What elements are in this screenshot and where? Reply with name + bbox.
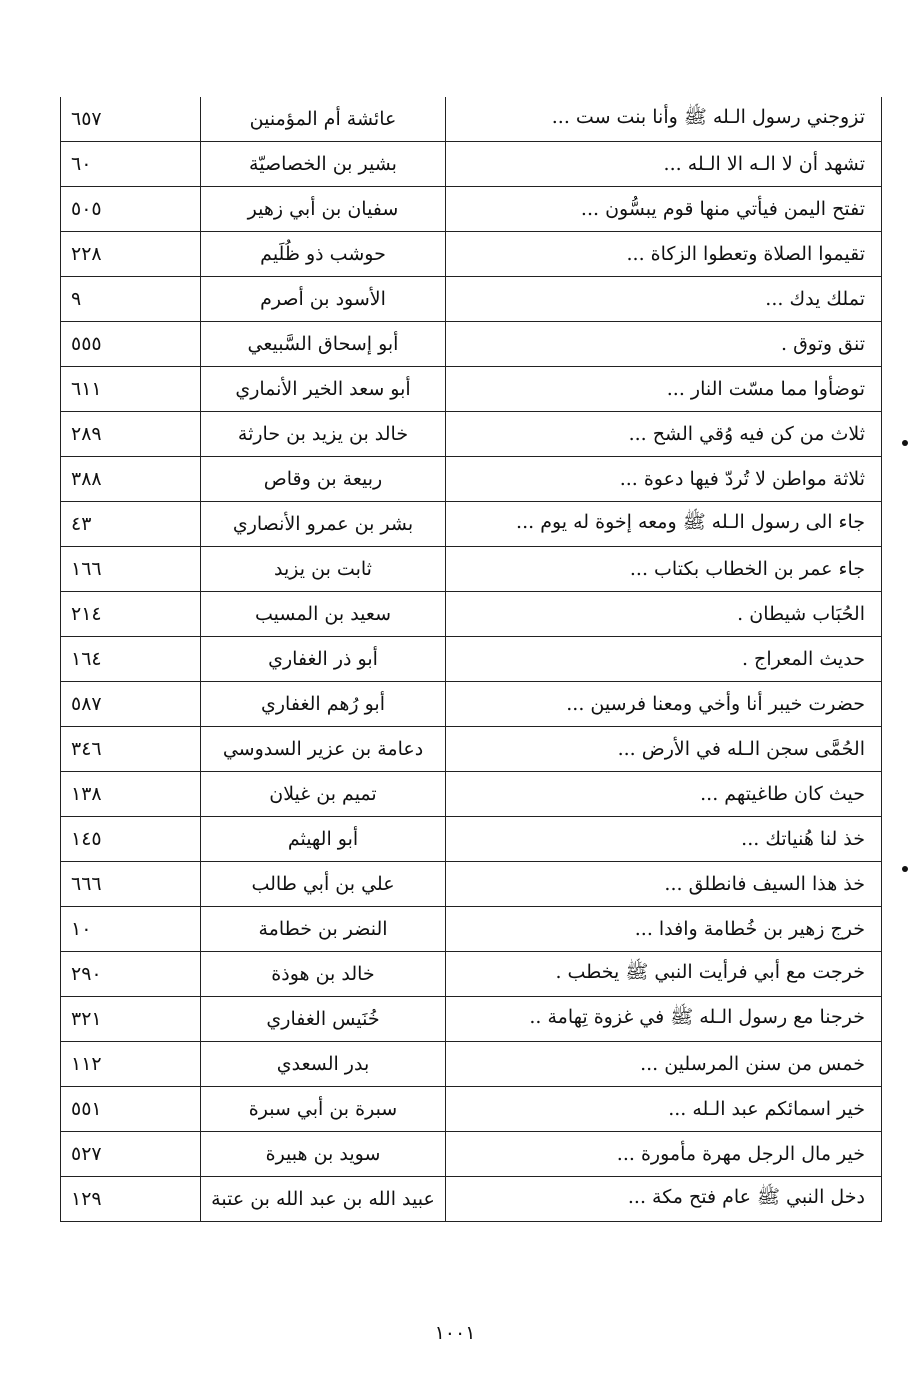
narrator-cell: الأسود بن أصرم xyxy=(201,277,446,322)
table-row xyxy=(61,952,882,997)
narrator-cell: النضر بن خطامة xyxy=(201,907,446,952)
table-row xyxy=(61,187,882,232)
table-row xyxy=(61,817,882,862)
table-row xyxy=(61,142,882,187)
narrator-cell: أبو الهيثم xyxy=(201,817,446,862)
hadith-text-cell: حيث كان طاغيتهم ... xyxy=(446,772,882,817)
hadith-text-cell: جاء عمر بن الخطاب بكتاب ... xyxy=(446,547,882,592)
table-row xyxy=(61,277,882,322)
hadith-index-table xyxy=(60,97,882,1222)
page-ref-cell: ١١٢ xyxy=(61,1042,201,1087)
narrator-cell: بشير بن الخصاصيّة xyxy=(201,142,446,187)
page-ref-cell: ٥٠٥ xyxy=(61,187,201,232)
page-ref-cell: ٢٨٩ xyxy=(61,412,201,457)
table-row xyxy=(61,232,882,277)
page-ref-cell: ٥٢٧ xyxy=(61,1132,201,1177)
hadith-text-cell: تفتح اليمن فيأتي منها قوم يبسُّون ... xyxy=(446,187,882,232)
page-ref-cell: ٣٤٦ xyxy=(61,727,201,772)
narrator-cell: سفيان بن أبي زهير xyxy=(201,187,446,232)
page-number: ١٠٠١ xyxy=(434,1322,476,1344)
table-row xyxy=(61,1177,882,1222)
hadith-text-cell: تزوجني رسول الـله ﷺ وأنا بنت ست ... xyxy=(446,97,882,142)
table-row xyxy=(61,1132,882,1177)
page-ref-cell: ٦٦٦ xyxy=(61,862,201,907)
page-ref-cell: ٦٠ xyxy=(61,142,201,187)
hadith-text-cell: خرجت مع أبي فرأيت النبي ﷺ يخطب . xyxy=(446,952,882,997)
table-row xyxy=(61,592,882,637)
narrator-cell: عبيد الله بن عبد الله بن عتبة xyxy=(201,1177,446,1222)
hadith-text-cell: توضأوا مما مسّت النار ... xyxy=(446,367,882,412)
narrator-cell: أبو إسحاق السَّبيعي xyxy=(201,322,446,367)
narrator-cell: أبو ذر الغفاري xyxy=(201,637,446,682)
narrator-cell: علي بن أبي طالب xyxy=(201,862,446,907)
hadith-text-cell: خرج زهير بن خُطامة وافدا ... xyxy=(446,907,882,952)
table-row xyxy=(61,997,882,1042)
narrator-cell: أبو رُهم الغفاري xyxy=(201,682,446,727)
table-row xyxy=(61,772,882,817)
table-row xyxy=(61,547,882,592)
page-ref-cell: ٥٨٧ xyxy=(61,682,201,727)
index-rows xyxy=(61,97,882,1222)
table-row xyxy=(61,322,882,367)
page-ref-cell: ١٢٩ xyxy=(61,1177,201,1222)
page-ref-cell: ٥٥١ xyxy=(61,1087,201,1132)
table-row xyxy=(61,907,882,952)
narrator-cell: خالد بن هوذة xyxy=(201,952,446,997)
hadith-text-cell: تنق وتوق . xyxy=(446,322,882,367)
page-ref-cell: ٢٩٠ xyxy=(61,952,201,997)
table-row xyxy=(61,727,882,772)
narrator-cell: حوشب ذو ظُلَيم xyxy=(201,232,446,277)
hadith-text-cell: تشهد أن لا الـه الا الـله ... xyxy=(446,142,882,187)
narrator-cell: عائشة أم المؤمنين xyxy=(201,97,446,142)
page-ref-cell: ١٦٦ xyxy=(61,547,201,592)
table-row xyxy=(61,412,882,457)
page-ref-cell: ١٠ xyxy=(61,907,201,952)
hadith-text-cell: خذ هذا السيف فانطلق ... xyxy=(446,862,882,907)
page-ref-cell: ١٣٨ xyxy=(61,772,201,817)
hadith-text-cell: خير اسمائكم عبد الـله ... xyxy=(446,1087,882,1132)
narrator-cell: أبو سعد الخير الأنماري xyxy=(201,367,446,412)
narrator-cell: سعيد بن المسيب xyxy=(201,592,446,637)
hadith-text-cell: الحُمَّى سجن الـله في الأرض ... xyxy=(446,727,882,772)
hadith-text-cell: حديث المعراج . xyxy=(446,637,882,682)
margin-mark xyxy=(902,440,908,446)
hadith-text-cell: تملك يدك ... xyxy=(446,277,882,322)
hadith-text-cell: تقيموا الصلاة وتعطوا الزكاة ... xyxy=(446,232,882,277)
page-ref-cell: ٢٢٨ xyxy=(61,232,201,277)
table-row xyxy=(61,682,882,727)
narrator-cell: سبرة بن أبي سبرة xyxy=(201,1087,446,1132)
hadith-text-cell: الحُبَاب شيطان . xyxy=(446,592,882,637)
page-ref-cell: ٣٨٨ xyxy=(61,457,201,502)
hadith-text-cell: خير مال الرجل مهرة مأمورة ... xyxy=(446,1132,882,1177)
narrator-cell: خالد بن يزيد بن حارثة xyxy=(201,412,446,457)
narrator-cell: ثابت بن يزيد xyxy=(201,547,446,592)
page-ref-cell: ٥٥٥ xyxy=(61,322,201,367)
table-row xyxy=(61,862,882,907)
table-row xyxy=(61,97,882,142)
page-ref-cell: ١٦٤ xyxy=(61,637,201,682)
narrator-cell: بدر السعدي xyxy=(201,1042,446,1087)
narrator-cell: ربيعة بن وقاص xyxy=(201,457,446,502)
narrator-cell: بشر بن عمرو الأنصاري xyxy=(201,502,446,547)
hadith-text-cell: خرجنا مع رسول الـله ﷺ في غزوة تِهامة .. xyxy=(446,997,882,1042)
hadith-text-cell: جاء الى رسول الـله ﷺ ومعه إخوة له يوم ... xyxy=(446,502,882,547)
page-ref-cell: ٦٥٧ xyxy=(61,97,201,142)
hadith-text-cell: دخل النبي ﷺ عام فتح مكة ... xyxy=(446,1177,882,1222)
hadith-text-cell: ثلاثة مواطن لا تُردّ فيها دعوة ... xyxy=(446,457,882,502)
table-row xyxy=(61,457,882,502)
margin-mark xyxy=(902,866,908,872)
narrator-cell: دعامة بن عزير السدوسي xyxy=(201,727,446,772)
table-row xyxy=(61,1042,882,1087)
table-row xyxy=(61,1087,882,1132)
table-row xyxy=(61,367,882,412)
hadith-text-cell: خمس من سنن المرسلين ... xyxy=(446,1042,882,1087)
page-ref-cell: ١٤٥ xyxy=(61,817,201,862)
hadith-text-cell: ثلاث من كن فيه وُقي الشح ... xyxy=(446,412,882,457)
table-row xyxy=(61,502,882,547)
table-row xyxy=(61,637,882,682)
hadith-text-cell: خذ لنا هُنياتك ... xyxy=(446,817,882,862)
narrator-cell: سويد بن هبيرة xyxy=(201,1132,446,1177)
page-ref-cell: ٤٣ xyxy=(61,502,201,547)
page-ref-cell: ٢١٤ xyxy=(61,592,201,637)
page-ref-cell: ٩ xyxy=(61,277,201,322)
hadith-text-cell: حضرت خيبر أنا وأخي ومعنا فرسين ... xyxy=(446,682,882,727)
narrator-cell: خُنَيس الغفاري xyxy=(201,997,446,1042)
narrator-cell: تميم بن غيلان xyxy=(201,772,446,817)
page-ref-cell: ٦١١ xyxy=(61,367,201,412)
page-ref-cell: ٣٢١ xyxy=(61,997,201,1042)
